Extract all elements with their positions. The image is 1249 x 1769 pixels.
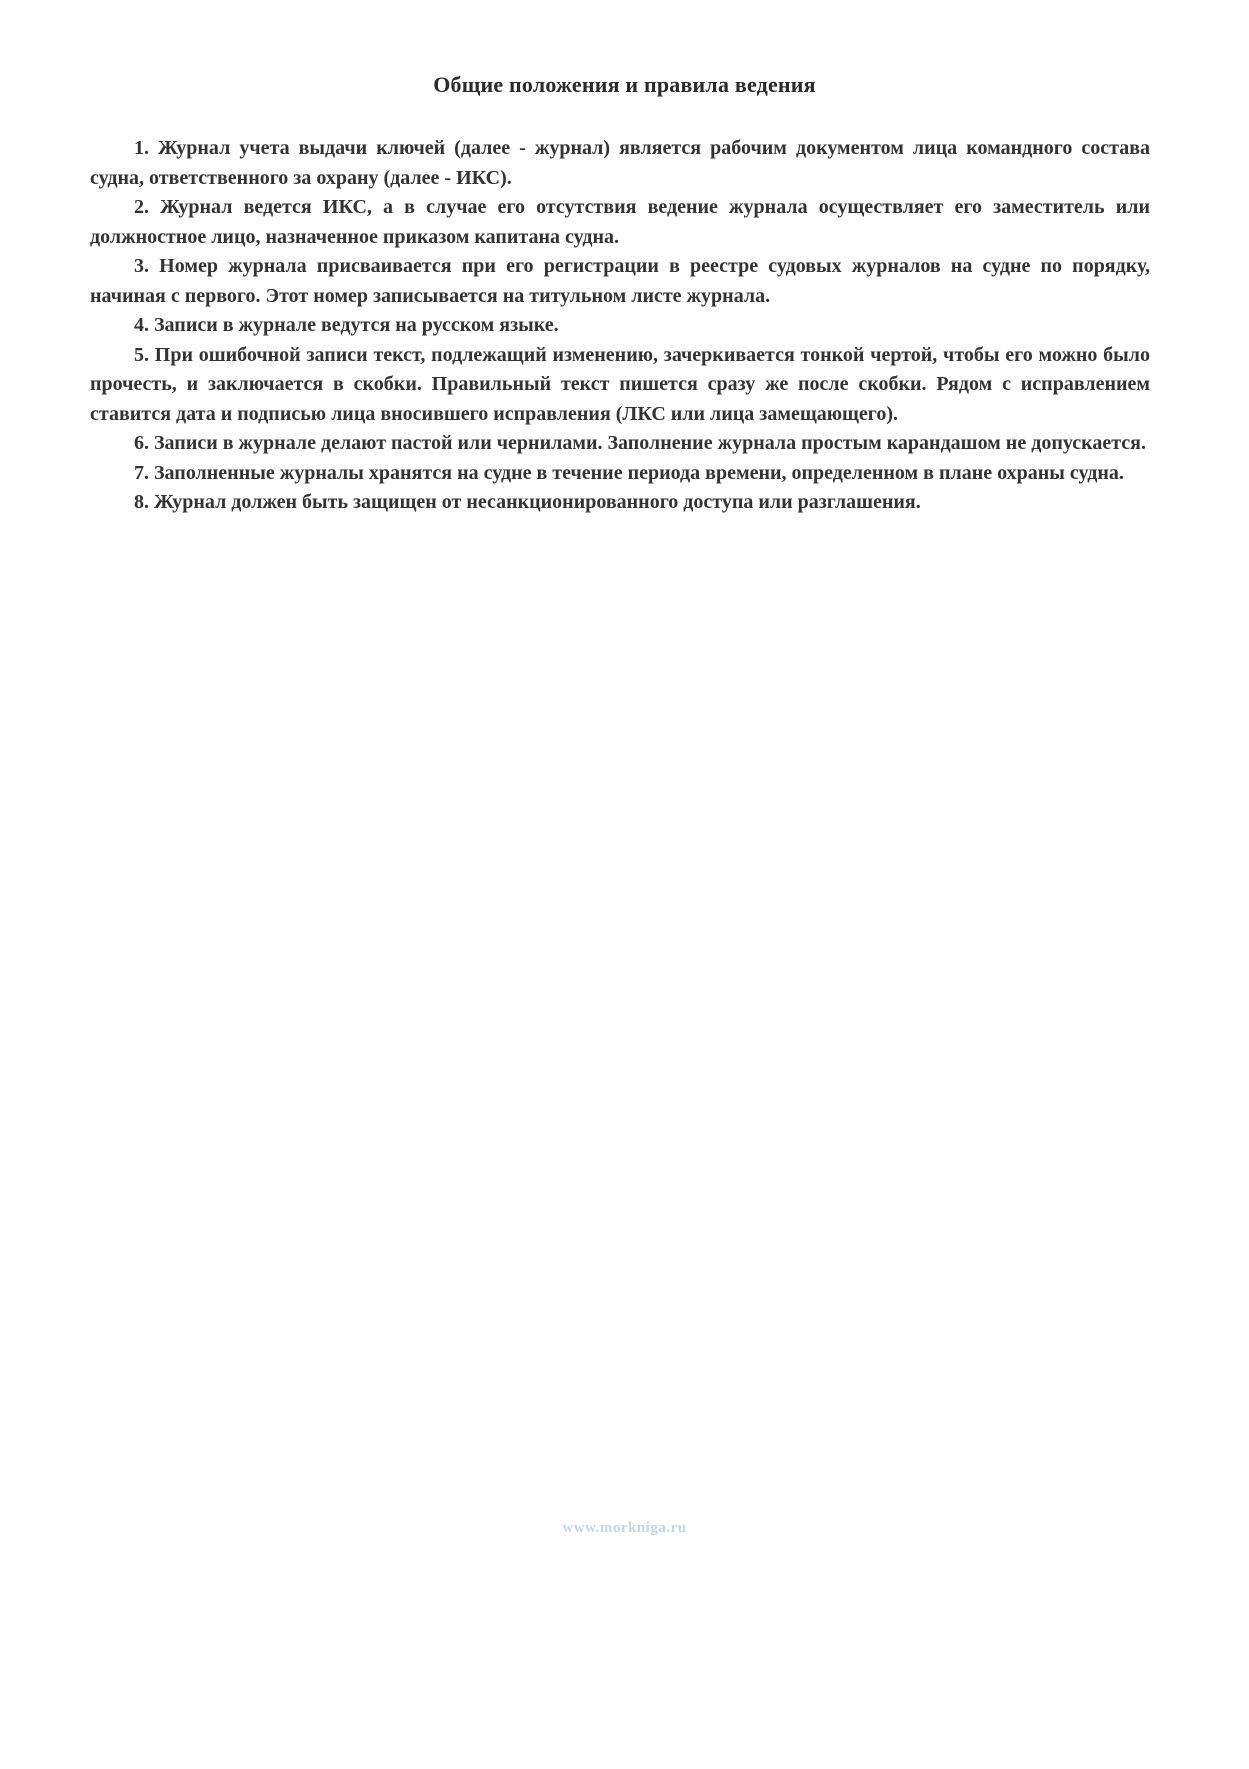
watermark-text: www.morkniga.ru <box>562 1520 687 1536</box>
rule-item-6: 6. Записи в журнале делают пастой или чернилами. Заполнение журнала простым карандашом не допускается. <box>134 432 1146 454</box>
rule-item-2: 2. Журнал ведется ИКС, а в случае его отсутствия ведение журнала осуществляет его заместитель или должностное лицо, назначенное приказом капитана судна. <box>90 196 1150 248</box>
rule-item-7: 7. Заполненные журналы хранятся на судне в течение периода времени, определенном в плане охраны судна. <box>134 461 1124 484</box>
rule-item-1: 1. Журнал учета выдачи ключей (далее - журнал) является рабочим документом лица командного состава судна, ответственного за охрану (далее - ИКС). <box>90 137 1150 189</box>
rules-list <box>90 134 1150 518</box>
rule-item-4: 4. Записи в журнале ведутся на русском языке. <box>134 314 559 336</box>
page-title: Общие положения и правила ведения <box>433 72 816 97</box>
rule-item-8: 8. Журнал должен быть защищен от несанкционированного доступа или разглашения. <box>134 491 921 513</box>
rule-item-5: 5. При ошибочной записи текст, подлежащий изменению, зачеркивается тонкой чертой, чтобы его можно было прочесть, и заключается в скобки. Правильный текст пишется сразу же после скобки. Рядом с исправлением ставится дата и подписью лица вносившего исправления (ЛКС или лица замещающего). <box>90 343 1150 425</box>
rule-item-3: 3. Номер журнала присваивается при его регистрации в реестре судовых журналов на судне по порядку, начиная с первого. Этот номер записывается на титульном листе журнала. <box>90 255 1150 307</box>
